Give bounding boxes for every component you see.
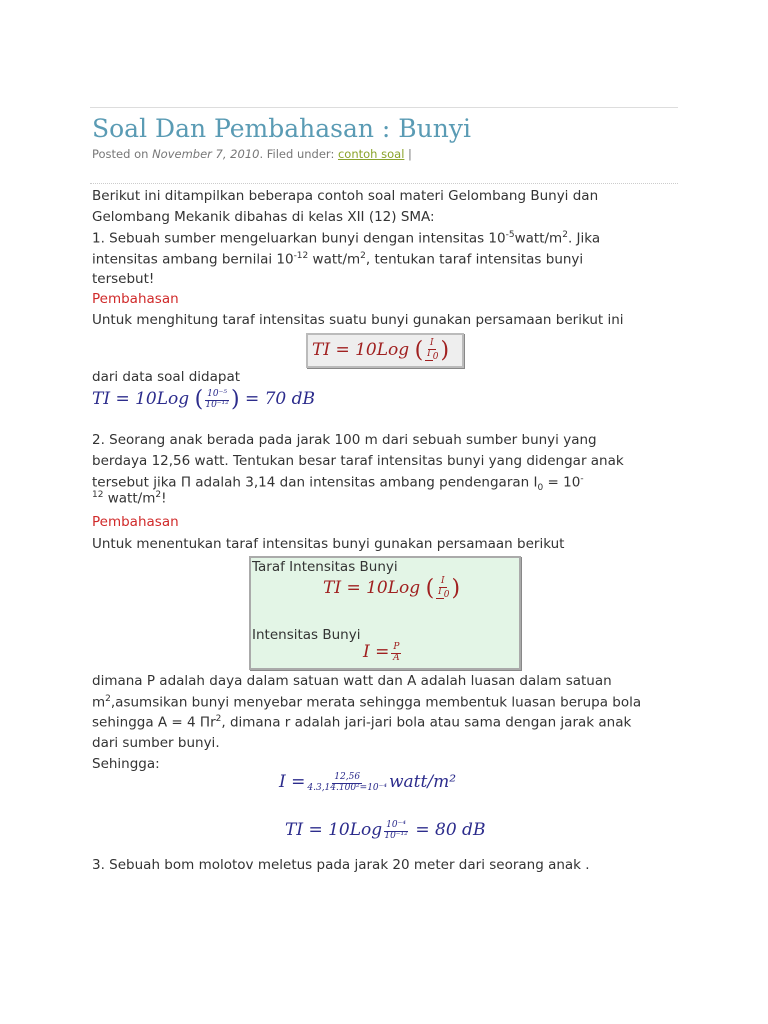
- text: ,asumsikan bunyi menyebar merata sehingga membentuk luasan berupa bola: [110, 694, 642, 711]
- text: I =: [363, 642, 390, 662]
- text: watt/m: [308, 251, 361, 268]
- posted-on-label: Posted on: [92, 147, 149, 161]
- text: 10⁻¹²: [205, 399, 229, 410]
- formula-intensity: [363, 642, 403, 663]
- text: tersebut jika Π adalah 3,14 dan intensitas ambang pendengaran I: [92, 474, 538, 491]
- text: 1. Sebuah sumber mengeluarkan bunyi dengan intensitas 10: [92, 230, 506, 247]
- text: = 80 dB: [415, 820, 486, 840]
- text: 2: [562, 230, 568, 240]
- formula-box: [249, 556, 521, 670]
- post-date: November 7, 2010: [152, 147, 260, 161]
- question-1: [92, 251, 583, 268]
- question-2: [92, 490, 167, 507]
- box-label: Intensitas Bunyi: [252, 627, 361, 643]
- post-title: Soal Dan Pembahasan : Bunyi: [92, 114, 471, 143]
- text: . Jika: [567, 230, 601, 247]
- text: P: [393, 641, 400, 652]
- text: watt/m: [514, 230, 563, 247]
- divider: [90, 183, 678, 184]
- answer-2: Untuk menentukan taraf intensitas bunyi gunakan persamaan berikut: [92, 536, 565, 552]
- text: -5: [505, 230, 515, 240]
- answer-2: Sehingga:: [92, 756, 160, 772]
- question-1: [92, 230, 600, 247]
- text: 2: [360, 251, 366, 261]
- text: !: [161, 490, 167, 507]
- box-label: Taraf Intensitas Bunyi: [252, 559, 398, 575]
- text: I: [427, 349, 431, 360]
- formula-ti-calc: [285, 820, 485, 841]
- formula-ti: TI = 10Log ( $\frac{I}{I _0}$ ): [312, 338, 450, 363]
- divider: [90, 107, 678, 108]
- text: A: [393, 652, 400, 663]
- text: 2: [105, 694, 111, 704]
- text: TI = 10Log: [312, 340, 410, 360]
- answer-1: Untuk menghitung taraf intensitas suatu bunyi gunakan persamaan berikut ini: [92, 312, 624, 328]
- text: TI = 10Log: [323, 578, 421, 598]
- pembahasan-heading: Pembahasan: [92, 291, 179, 307]
- filed-under-label: . Filed under:: [259, 147, 335, 161]
- text: 0: [443, 589, 450, 600]
- text: TI = 10Log: [285, 820, 383, 840]
- text: I: [441, 576, 445, 587]
- text: 12: [92, 490, 104, 500]
- text: watt/m²: [389, 772, 457, 792]
- text: I: [430, 338, 434, 349]
- text: sehingga A = 4 Πr: [92, 714, 216, 731]
- text: 12,56: [334, 771, 361, 782]
- post-meta: [92, 147, 412, 161]
- formula-intensity-calc: [279, 772, 456, 793]
- question-2: 2. Seorang anak berada pada jarak 100 m dari sebuah sumber bunyi yang: [92, 432, 597, 448]
- text: 0: [432, 351, 439, 362]
- intro-line: Gelombang Mekanik dibahas di kelas XII (12) SMA:: [92, 209, 435, 225]
- text: , tentukan taraf intensitas bunyi: [365, 251, 584, 268]
- text: watt/m: [103, 490, 156, 507]
- question-3: 3. Sebuah bom molotov meletus pada jarak 20 meter dari seorang anak .: [92, 857, 590, 873]
- question-1: tersebut!: [92, 271, 155, 287]
- text: 2: [215, 714, 222, 724]
- intro-line: Berikut ini ditampilkan beberapa contoh soal materi Gelombang Bunyi dan: [92, 188, 599, 204]
- text: = 70 dB: [244, 389, 316, 409]
- text: -12: [293, 251, 309, 261]
- text: -: [580, 474, 584, 484]
- answer-2: [92, 694, 641, 711]
- formula-ti: TI = 10Log ( $\frac{I}{I _0}$ ): [323, 576, 461, 601]
- text: , dimana r adalah jari-jari bola atau sama dengan jarak anak: [221, 714, 632, 731]
- text: I: [438, 587, 442, 598]
- text: 2: [155, 490, 162, 500]
- answer-2: dimana P adalah daya dalam satuan watt dan A adalah luasan dalam satuan: [92, 673, 612, 689]
- text: 4.3,14.100²=10⁻⁴: [307, 782, 387, 793]
- text: m: [92, 694, 106, 711]
- separator: |: [408, 147, 412, 161]
- text: TI = 10Log: [92, 389, 190, 409]
- question-2: berdaya 12,56 watt. Tentukan besar taraf intensitas bunyi yang didengar anak: [92, 453, 624, 469]
- pembahasan-heading: Pembahasan: [92, 514, 179, 530]
- answer-2: dari sumber bunyi.: [92, 735, 220, 751]
- text: 0: [537, 483, 544, 494]
- text: I =: [279, 772, 306, 792]
- text: 10⁻¹²: [384, 830, 408, 841]
- text: 10⁻⁴: [386, 819, 406, 830]
- text: intensitas ambang bernilai 10: [92, 251, 294, 268]
- formula-box: [306, 333, 464, 368]
- answer-2: [92, 714, 631, 731]
- text: = 10: [543, 474, 581, 491]
- text: 10⁻⁵: [207, 388, 227, 399]
- category-link[interactable]: contoh soal: [337, 147, 405, 161]
- answer-1: dari data soal didapat: [92, 369, 241, 385]
- formula-result-1: TI = 10Log ( $\frac{\text{10⁻⁵}}{\text{10⁻¹²}}$ ) = 70 dB: [92, 387, 316, 412]
